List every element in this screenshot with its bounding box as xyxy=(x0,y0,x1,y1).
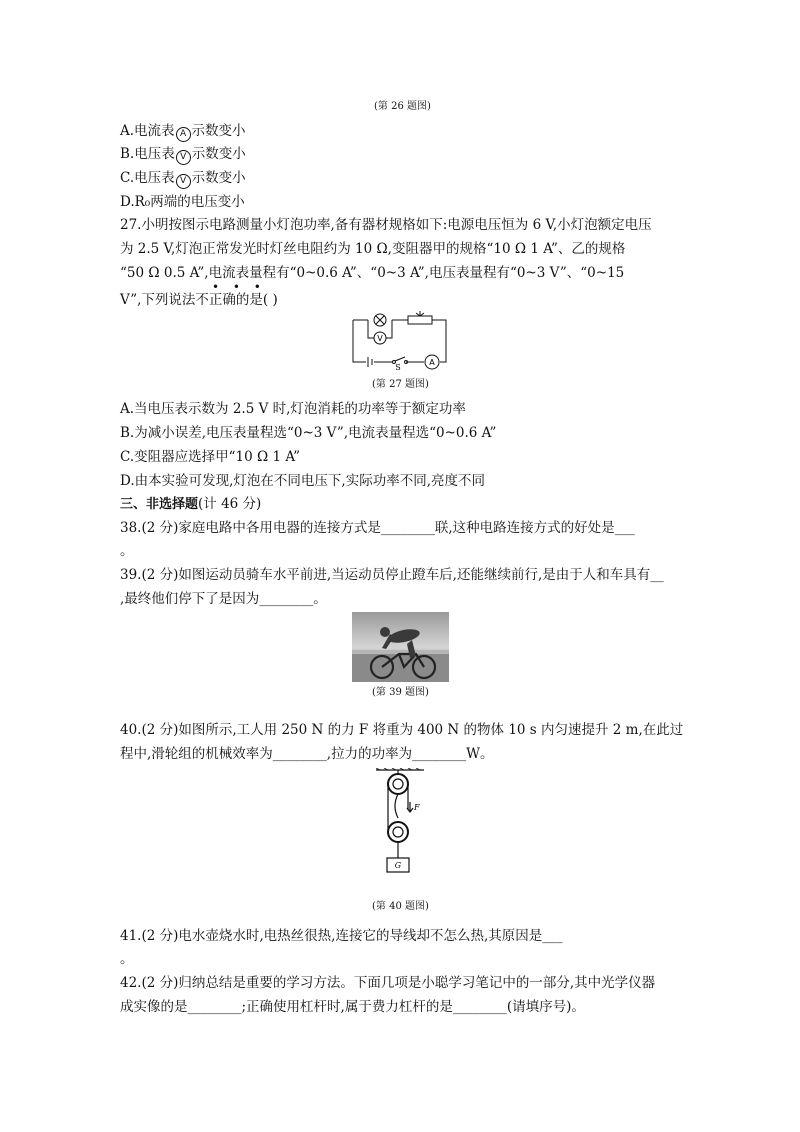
switch-label: S xyxy=(395,363,401,370)
q41-line2: 。 xyxy=(120,951,134,967)
fixed-pulley-icon xyxy=(388,774,408,794)
section-title: 三、非选择题 xyxy=(120,497,199,512)
fig26-caption: (第 26 题图) xyxy=(374,101,431,112)
section-note: (计 46 分) xyxy=(198,496,262,512)
voltmeter-icon: V xyxy=(176,174,191,189)
q42-line1: 42.(2 分)归纳总结是重要的学习方法。下面几项是小聪学习笔记中的一部分,其中光学仪器 xyxy=(120,975,656,991)
q27-stem-line1: 27.小明按图示电路测量小灯泡功率,备有器材规格如下:电源电压恒为 6 V,小灯泡额定电压 xyxy=(120,217,652,233)
moving-pulley-icon xyxy=(388,822,408,842)
weight-label: G xyxy=(394,861,402,870)
q27-option-b: B.为减小误差,电压表量程选“0~3 V”,电流表量程选“0~0.6 A” xyxy=(120,425,497,441)
q27-stem-line2: 为 2.5 V,灯泡正常发光时灯丝电阻约为 10 Ω,变阻器甲的规格“10 Ω 1 A”、乙的规格 xyxy=(120,241,626,257)
voltmeter-icon: V xyxy=(176,150,191,165)
q41-line1: 41.(2 分)电水壶烧水时,电热丝很热,连接它的导线却不怎么热,其原因是___ xyxy=(120,928,563,944)
force-label: F xyxy=(414,803,420,812)
q26-option-d: D.R₀两端的电压变小 xyxy=(120,194,245,210)
section-heading xyxy=(120,495,261,514)
pulley-diagram xyxy=(374,768,426,880)
fig40-caption: (第 40 题图) xyxy=(372,901,429,912)
q26-option-b: B.电压表 V 示数变小 xyxy=(120,145,246,165)
q27-option-c: C.变阻器应选择甲“10 Ω 1 A” xyxy=(120,449,301,465)
voltmeter-label: V xyxy=(377,334,383,343)
q39-line2: ,最终他们停下了是因为________。 xyxy=(120,591,327,607)
ammeter-icon: A xyxy=(176,127,191,142)
ammeter-label: A xyxy=(429,358,435,367)
q27-option-d: D.由本实验可发现,灯泡在不同电压下,实际功率不同,亮度不同 xyxy=(120,473,486,489)
circuit-diagram xyxy=(348,308,452,370)
fig39-caption: (第 39 题图) xyxy=(372,687,429,698)
q27-option-a: A.当电压表示数为 2.5 V 时,灯泡消耗的功率等于额定功率 xyxy=(120,401,466,417)
q27-stem-line3: “50 Ω 0.5 A”,电流表量程有“0~0.6 A”、“0~3 A”,电压表量程有“0~3 V”、“0~15 xyxy=(120,265,625,281)
q42-line2: 成实像的是________;正确使用杠杆时,属于费力杠杆的是________(请填序号)。 xyxy=(120,999,585,1015)
q38-line2: 。 xyxy=(120,543,134,559)
fig27-caption: (第 27 题图) xyxy=(372,379,429,390)
q27-stem-line4: V”,下列说法不正确的是( ) xyxy=(120,292,278,308)
emphasis-dots: • • • xyxy=(212,280,266,294)
q26-option-a: A.电流表 A 示数变小 xyxy=(120,122,246,142)
cyclist-photo xyxy=(352,612,449,682)
q26-option-c: C.电压表 V 示数变小 xyxy=(120,169,246,189)
q38-line1: 38.(2 分)家庭电路中各用电器的连接方式是________联,这种电路连接方式的好处是___ xyxy=(120,520,635,536)
q40-line2: 程中,滑轮组的机械效率为________,拉力的功率为________W。 xyxy=(120,746,494,762)
q40-line1: 40.(2 分)如图所示,工人用 250 N 的力 F 将重为 400 N 的物体 10 s 内匀速提升 2 m,在此过 xyxy=(120,722,684,738)
q39-line1: 39.(2 分)如图运动员骑车水平前进,当运动员停止蹬车后,还能继续前行,是由于人和车具有__ xyxy=(120,567,664,583)
